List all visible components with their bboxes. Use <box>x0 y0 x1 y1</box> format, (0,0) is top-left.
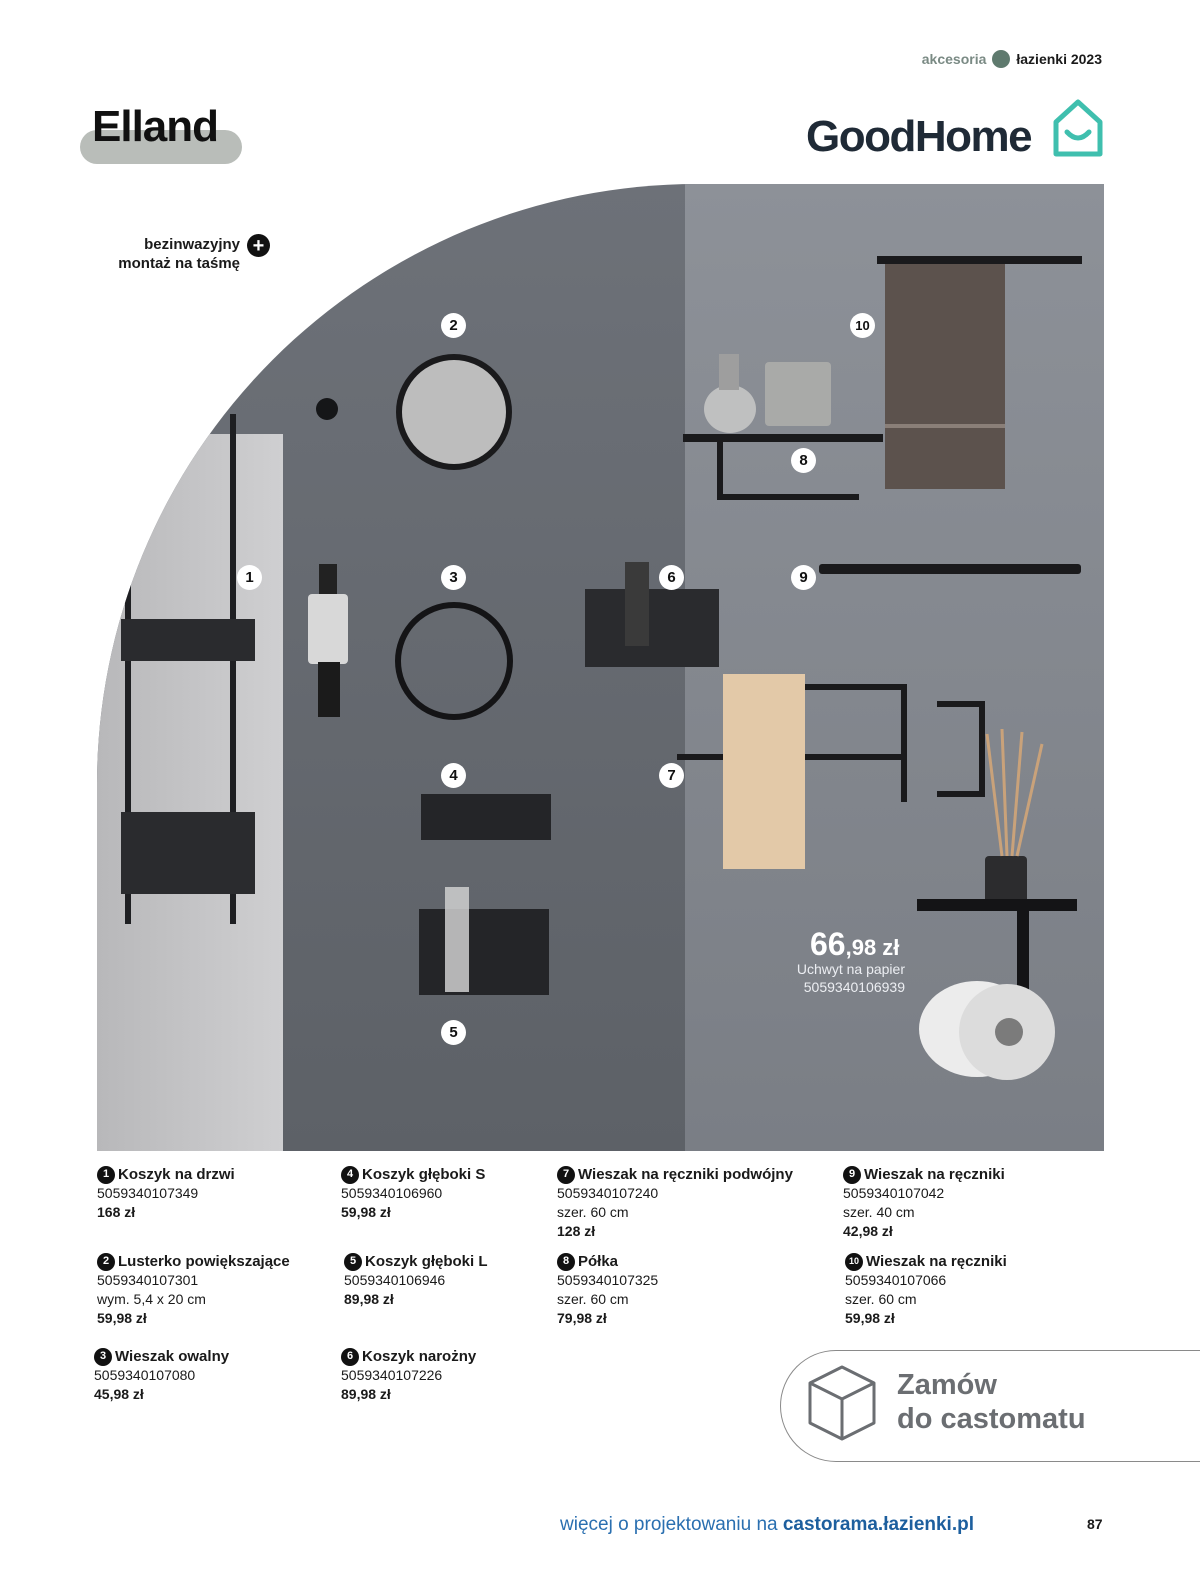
castomat-cta[interactable] <box>897 1368 1086 1436</box>
product-item <box>843 1165 1005 1241</box>
product-price: 168 zł <box>97 1204 136 1220</box>
item-number-badge: 1 <box>97 1166 115 1184</box>
product-name: Wieszak owalny <box>115 1348 230 1365</box>
marker-1: 1 <box>237 565 262 590</box>
product-code: 5059340107042 <box>843 1185 945 1201</box>
box-icon <box>806 1363 878 1443</box>
product-item <box>557 1165 793 1241</box>
product-name: Wieszak na ręczniki podwójny <box>578 1166 793 1183</box>
marker-10: 10 <box>850 313 875 338</box>
crumb-catalog: łazienki 2023 <box>1016 51 1102 67</box>
breadcrumb <box>922 50 1102 68</box>
goodhome-house-icon <box>1052 98 1104 158</box>
footer-link[interactable]: castorama.łazienki.pl <box>782 1514 975 1535</box>
product-name: Wieszak na ręczniki <box>866 1253 1007 1270</box>
product-code: 5059340107240 <box>557 1185 659 1201</box>
brand-logo-text: GoodHome <box>806 112 1032 161</box>
product-price: 45,98 zł <box>94 1386 144 1402</box>
product-dimensions: szer. 60 cm <box>557 1291 629 1307</box>
product-item <box>557 1252 658 1328</box>
product-dimensions: szer. 60 cm <box>845 1291 917 1307</box>
product-name: Półka <box>578 1253 619 1270</box>
product-price: 59,98 zł <box>845 1310 895 1326</box>
product-name: Wieszak na ręczniki <box>864 1166 1005 1183</box>
product-dimensions: wym. 5,4 x 20 cm <box>97 1291 206 1307</box>
product-item <box>845 1252 1007 1328</box>
marker-3: 3 <box>441 565 466 590</box>
product-price: 59,98 zł <box>97 1310 147 1326</box>
product-name: Koszyk głęboki L <box>365 1253 488 1270</box>
castomat-line2: do castomatu <box>897 1403 1086 1435</box>
tape-note-line2: montaż na taśmę <box>118 255 240 272</box>
product-code: 5059340106946 <box>344 1272 446 1288</box>
marker-5: 5 <box>441 1020 466 1045</box>
marker-8: 8 <box>791 448 816 473</box>
product-name: Koszyk na drzwi <box>118 1166 235 1183</box>
product-price: 42,98 zł <box>843 1223 893 1239</box>
marker-7: 7 <box>659 763 684 788</box>
marker-6: 6 <box>659 565 684 590</box>
product-price: 79,98 zł <box>557 1310 607 1326</box>
footer-note <box>560 1514 974 1536</box>
product-item <box>341 1165 485 1222</box>
plus-icon: + <box>247 234 270 257</box>
page-number: 87 <box>1087 1516 1103 1532</box>
product-name: Koszyk narożny <box>362 1348 477 1365</box>
product-name: Lusterko powiększające <box>118 1253 290 1270</box>
featured-product-code: 5059340106939 <box>803 979 905 995</box>
item-number-badge: 8 <box>557 1253 575 1271</box>
featured-price-decimal: ,98 zł <box>845 935 900 960</box>
product-item <box>97 1165 235 1222</box>
item-number-badge: 10 <box>845 1253 863 1271</box>
featured-price <box>810 926 899 963</box>
footer-text: więcej o projektowaniu na <box>560 1514 783 1535</box>
photo-products-illustration <box>97 184 1104 1151</box>
product-code: 5059340107226 <box>341 1367 443 1383</box>
marker-4: 4 <box>441 763 466 788</box>
product-code: 5059340107301 <box>97 1272 199 1288</box>
tape-note-line1: bezinwazyjny <box>144 236 240 253</box>
product-code: 5059340106960 <box>341 1185 443 1201</box>
product-item <box>97 1252 290 1328</box>
product-code: 5059340107066 <box>845 1272 947 1288</box>
crumb-dot-icon <box>992 50 1010 68</box>
product-name: Koszyk głęboki S <box>362 1166 486 1183</box>
item-number-badge: 9 <box>843 1166 861 1184</box>
product-item <box>344 1252 488 1309</box>
product-dimensions: szer. 40 cm <box>843 1204 915 1220</box>
item-number-badge: 2 <box>97 1253 115 1271</box>
product-price: 89,98 zł <box>344 1291 394 1307</box>
product-code: 5059340107080 <box>94 1367 196 1383</box>
castomat-line1: Zamów <box>897 1369 997 1401</box>
marker-2: 2 <box>441 313 466 338</box>
product-item <box>341 1347 476 1404</box>
marker-9: 9 <box>791 565 816 590</box>
crumb-category: akcesoria <box>921 51 987 67</box>
item-number-badge: 3 <box>94 1348 112 1366</box>
product-item <box>94 1347 229 1404</box>
product-code: 5059340107349 <box>97 1185 199 1201</box>
product-price: 89,98 zł <box>341 1386 391 1402</box>
featured-price-main: 66 <box>810 926 846 962</box>
item-number-badge: 5 <box>344 1253 362 1271</box>
product-photo <box>97 184 1104 1151</box>
product-dimensions: szer. 60 cm <box>557 1204 629 1220</box>
item-number-badge: 7 <box>557 1166 575 1184</box>
product-code: 5059340107325 <box>557 1272 659 1288</box>
page-title: Elland <box>92 102 219 151</box>
featured-product-info <box>760 960 905 996</box>
product-price: 128 zł <box>557 1223 596 1239</box>
featured-product-name: Uchwyt na papier <box>796 961 905 977</box>
item-number-badge: 4 <box>341 1166 359 1184</box>
tape-mount-note <box>100 235 240 273</box>
product-price: 59,98 zł <box>341 1204 391 1220</box>
item-number-badge: 6 <box>341 1348 359 1366</box>
